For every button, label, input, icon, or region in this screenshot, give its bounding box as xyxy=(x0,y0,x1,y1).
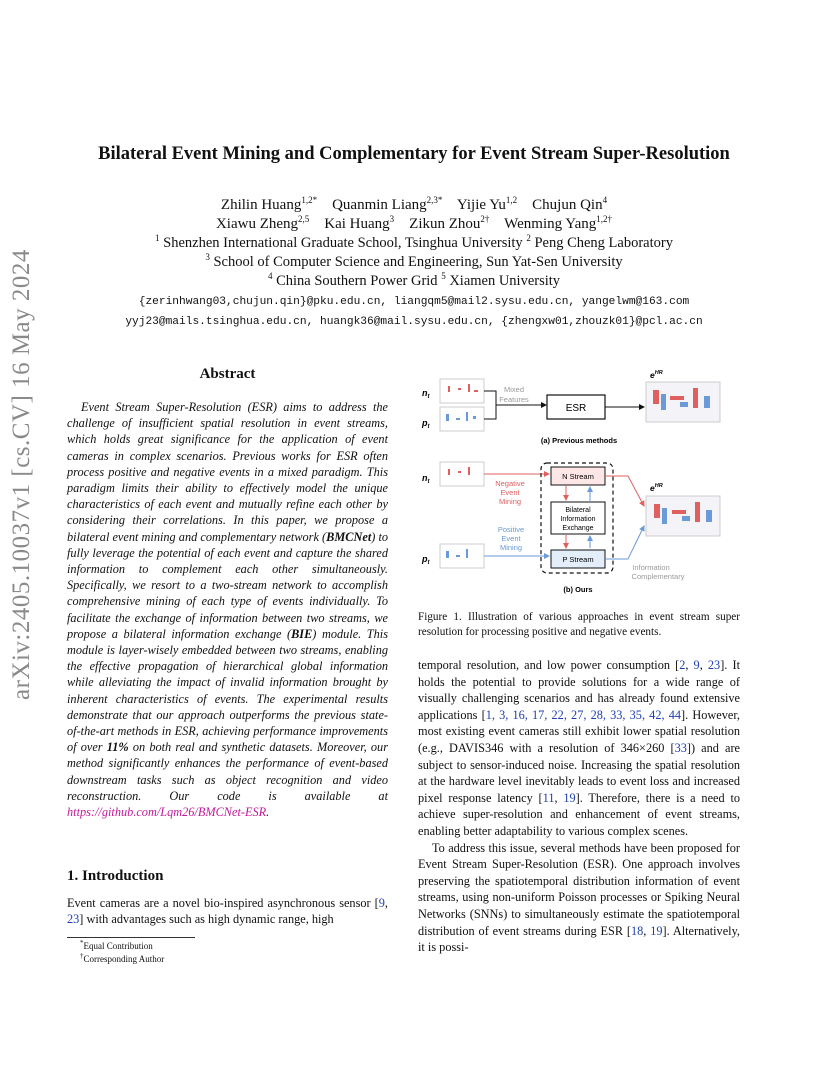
svg-text:Information: Information xyxy=(560,516,596,523)
svg-text:P Stream: P Stream xyxy=(562,555,594,564)
abstract-heading: Abstract xyxy=(199,366,256,382)
p-t-label-top: $p_t$ xyxy=(422,418,430,430)
author-line-2 xyxy=(60,215,768,234)
svg-text:ESR: ESR xyxy=(565,403,587,414)
positive-event-mining-label: Positive xyxy=(497,525,525,534)
intro-paragraph: Event cameras are a novel bio-inspired asynchronous sensor [9, 23] with advantages such as high dynamic range, high xyxy=(67,896,388,927)
paragraph: To address this issue, several methods have been proposed for Event Stream Super-Resolution (ESR). One approach involves preserving the spatiotemporal distribution information of event streams, using non-uniform Poisson processes or Spiking Neural Networks (SNNs) to simultaneously estimate the spatiotemporal distribution of event streams during ESR [18, 19]. Alternatively, it is possi- xyxy=(418,840,740,955)
email-line-2: yyj23@mails.tsinghua.edu.cn, huangk36@mail.sysu.edu.cn, {zhengxw01,zhouzk01}@pcl.ac.cn xyxy=(125,316,703,328)
paper-title: Bilateral Event Mining and Complementary for Event Stream Super-Resolution xyxy=(98,144,730,164)
svg-text:Bilateral: Bilateral xyxy=(565,507,591,514)
mixed-features-label: Mixed xyxy=(503,385,525,394)
negative-event-mining-label: Negative xyxy=(495,479,525,488)
author: Wenming Yang$^{1,2\dagger}$ xyxy=(504,214,613,232)
information-complementary-label: Information xyxy=(632,563,670,572)
n-t-label-top: $n_t$ xyxy=(422,388,430,400)
svg-text:Mining: Mining xyxy=(499,543,523,552)
author: Kai Huang$^3$ xyxy=(324,214,395,232)
paragraph: temporal resolution, and low power consumption [2, 9, 23]. It holds the potential to provide solutions for a wide range of visually challenging scenarios and has already found extensive applications [1, 3, 16, 17, 22, 27, 28, 33, 35, 42, 44]. However, most existing event cameras still exhibit lower spatial resolution (e.g., DAVIS346 with a resolution of 346×260 [33]) and are subject to sensor-induced noise. Increasing the spatial resolution at the hardware level inevitably leads to event loss and increased pixel response latency [11, 19]. Therefore, there is a need to achieve super-resolution and enhancement of event streams, enabling better adaptability to various complex scenes. xyxy=(418,658,741,838)
arxiv-stamp: arXiv:2405.10037v1 [cs.CV] 16 May 2024 xyxy=(8,249,35,700)
citation[interactable]: 23 xyxy=(67,912,80,927)
svg-text:Event: Event xyxy=(500,488,520,497)
svg-text:Event: Event xyxy=(501,534,521,543)
n-t-label-bottom: $n_t$ xyxy=(422,473,430,485)
right-column-text xyxy=(418,657,740,956)
footnote-rule xyxy=(67,937,195,938)
svg-text:Mining: Mining xyxy=(498,497,522,506)
bie-term: BIE xyxy=(291,626,313,641)
footnote-corresponding-author: †Corresponding Author xyxy=(80,952,165,964)
p-t-label-bottom: $p_t$ xyxy=(422,554,430,566)
author: Yijie Yu$^{1,2}$ xyxy=(456,195,518,213)
subcaption-a: (a) Previous methods xyxy=(540,436,618,445)
citation[interactable]: 9 xyxy=(378,896,385,910)
author: Chujun Qin$^4$ xyxy=(532,195,608,213)
figure-1-caption: Figure 1. Illustration of various approaches in event stream super resolution for processing positive and negative events. xyxy=(418,611,740,638)
footnote-equal-contribution: *Equal Contribution xyxy=(80,939,153,951)
author: Quanmin Liang$^{2,3*}$ xyxy=(332,195,443,213)
email-line-1: {zerinhwang03,chujun.qin}@pku.edu.cn, liangqm5@mail2.sysu.edu.cn, yangelwm@163.com xyxy=(138,296,690,308)
e-hr-label-bottom: $e^{HR}$ xyxy=(650,483,663,493)
e-hr-label-top: $e^{HR}$ xyxy=(650,370,663,380)
svg-text:N Stream: N Stream xyxy=(562,472,594,481)
abstract-body: Event Stream Super-Resolution (ESR) aims to address the challenge of insufficient spatial resolution in event streams, which holds great significance for the application of event cameras in complex scenarios. Previous works for ESR often process positive and negative events in a mixed paradigm. This paradigm limits their ability to effectively model the unique characteristics of each event and mutually refine each other by considering their correlations. In this paper, we propose a bilateral event mining and complementary network (BMCNet) to fully leverage the potential of each event and capture the shared information to complement each other simultaneously. Specifically, we resort to a two-stream network to accomplish comprehensive mining of each type of events individually. To facilitate the exchange of information between two streams, we propose a bilateral information exchange (BIE) module. This module is layer-wisely embedded between two streams, enabling the effective propagation of hierarchical global information while alleviating the impact of invalid information brought by inherent characteristics of events. The experimental results demonstrate that our approach outperforms the previous state-of-the-art methods in ESR, achieving performance improvements of over 11% on both real and synthetic datasets. Moreover, our method significantly enhances the performance of event-based downstream tasks such as object recognition and video reconstruction. Our code is available at https://github.com/Lqm26/BMCNet-ESR. xyxy=(67,400,389,820)
section-heading-introduction: 1. Introduction xyxy=(67,868,164,884)
affiliation-line-2: $^3$ School of Computer Science and Engineering, Sun Yat-Sen University xyxy=(205,252,623,270)
author: Xiawu Zheng$^{2,5}$ xyxy=(215,214,310,232)
svg-text:Complementary: Complementary xyxy=(631,572,685,581)
author: Zhilin Huang$^{1,2*}$ xyxy=(220,195,318,213)
bmcnet-term: BMCNet xyxy=(326,529,372,544)
figure-1-diagram xyxy=(418,366,740,598)
affiliation-line-3: $^4$ China Southern Power Grid $^5$ Xiamen University xyxy=(267,271,561,289)
svg-text:Features: Features xyxy=(499,395,529,404)
author-line-1 xyxy=(60,196,768,215)
citation-list[interactable]: 1, 3, 16, 17, 22, 27, 28, 33, 35, 42, 44 xyxy=(485,707,682,722)
code-link[interactable]: https://github.com/Lqm26/BMCNet-ESR xyxy=(67,805,267,820)
svg-text:Exchange: Exchange xyxy=(562,525,594,532)
affiliation-line-1: $^1$ Shenzhen International Graduate School, Tsinghua University $^2$ Peng Cheng Laboratory xyxy=(155,233,673,251)
author: Zikun Zhou$^{2\dagger}$ xyxy=(409,214,490,232)
subcaption-b: (b) Ours xyxy=(563,585,593,594)
